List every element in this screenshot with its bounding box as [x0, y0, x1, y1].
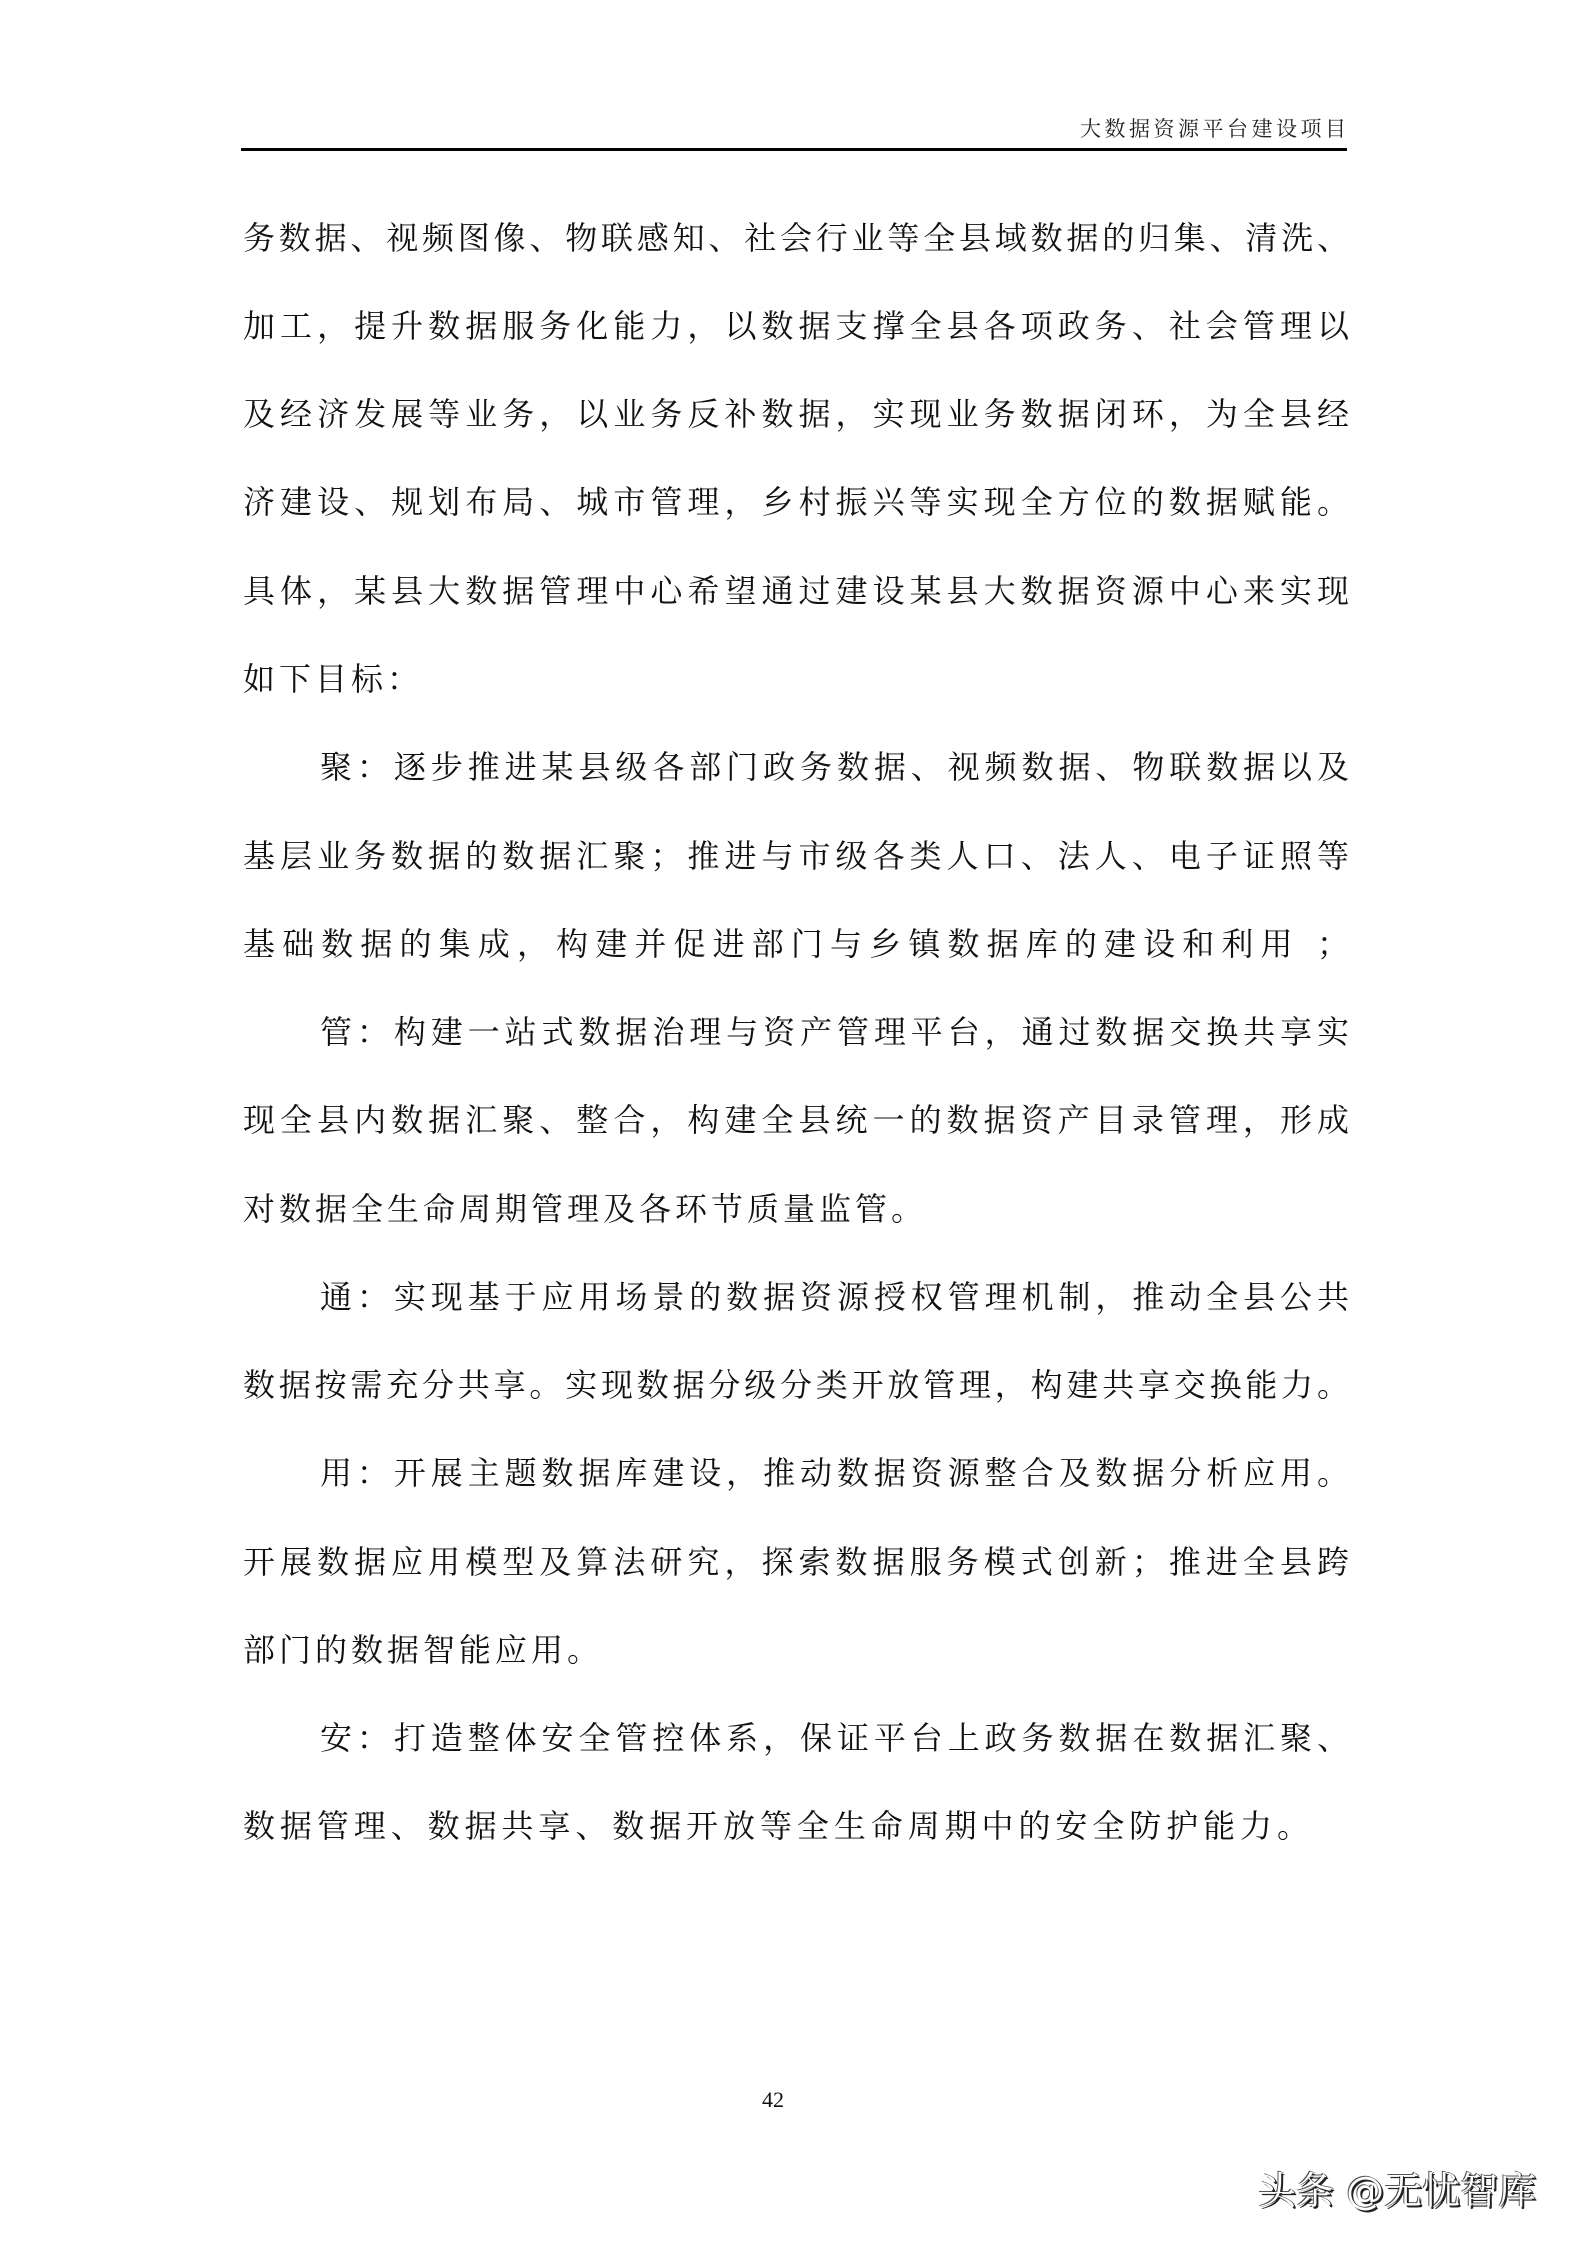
page-number: 42: [762, 2087, 784, 2112]
body-line: 加工，提升数据服务化能力，以数据支撑全县各项政务、社会管理以: [243, 307, 1349, 345]
running-header-title: 大数据资源平台建设项目: [1080, 117, 1346, 141]
paragraph-guan-first-line: 管：构建一站式数据治理与资产管理平台，通过数据交换共享实: [320, 1013, 1349, 1051]
body-line: 济建设、规划布局、城市管理，乡村振兴等实现全方位的数据赋能。: [243, 483, 1349, 521]
body-line: 数据按需充分共享。实现数据分级分类开放管理，构建共享交换能力。: [243, 1366, 1349, 1404]
paragraph-yong-first-line: 用：开展主题数据库建设，推动数据资源整合及数据分析应用。: [320, 1454, 1349, 1492]
body-line: 及经济发展等业务，以业务反补数据，实现业务数据闭环，为全县经: [243, 395, 1349, 433]
body-line: 开展数据应用模型及算法研究，探索数据服务模式创新；推进全县跨: [243, 1543, 1349, 1581]
body-line: 基层业务数据的数据汇聚；推进与市级各类人口、法人、电子证照等: [243, 837, 1349, 875]
body-line: 如下目标：: [243, 660, 424, 698]
paragraph-an-first-line: 安：打造整体安全管控体系，保证平台上政务数据在数据汇聚、: [320, 1719, 1349, 1757]
body-line: 部门的数据智能应用。: [243, 1631, 604, 1669]
body-line: 数据管理、数据共享、数据开放等全生命周期中的安全防护能力。: [243, 1807, 1309, 1845]
body-line: 基础数据的集成，构建并促进部门与乡镇数据库的建设和利用 ；: [243, 925, 1349, 963]
body-line: 具体，某县大数据管理中心希望通过建设某县大数据资源中心来实现: [243, 572, 1349, 610]
watermark: 头条 @无忧智库: [1258, 2169, 1537, 2213]
body-line: 对数据全生命周期管理及各环节质量监管。: [243, 1190, 928, 1228]
body-line: 现全县内数据汇聚、整合，构建全县统一的数据资产目录管理，形成: [243, 1101, 1349, 1139]
paragraph-tong-first-line: 通：实现基于应用场景的数据资源授权管理机制，推动全县公共: [320, 1278, 1349, 1316]
header-divider: [241, 148, 1347, 151]
body-line: 务数据、视频图像、物联感知、社会行业等全县域数据的归集、清洗、: [243, 219, 1349, 257]
paragraph-ju-first-line: 聚：逐步推进某县级各部门政务数据、视频数据、物联数据以及: [320, 748, 1349, 786]
